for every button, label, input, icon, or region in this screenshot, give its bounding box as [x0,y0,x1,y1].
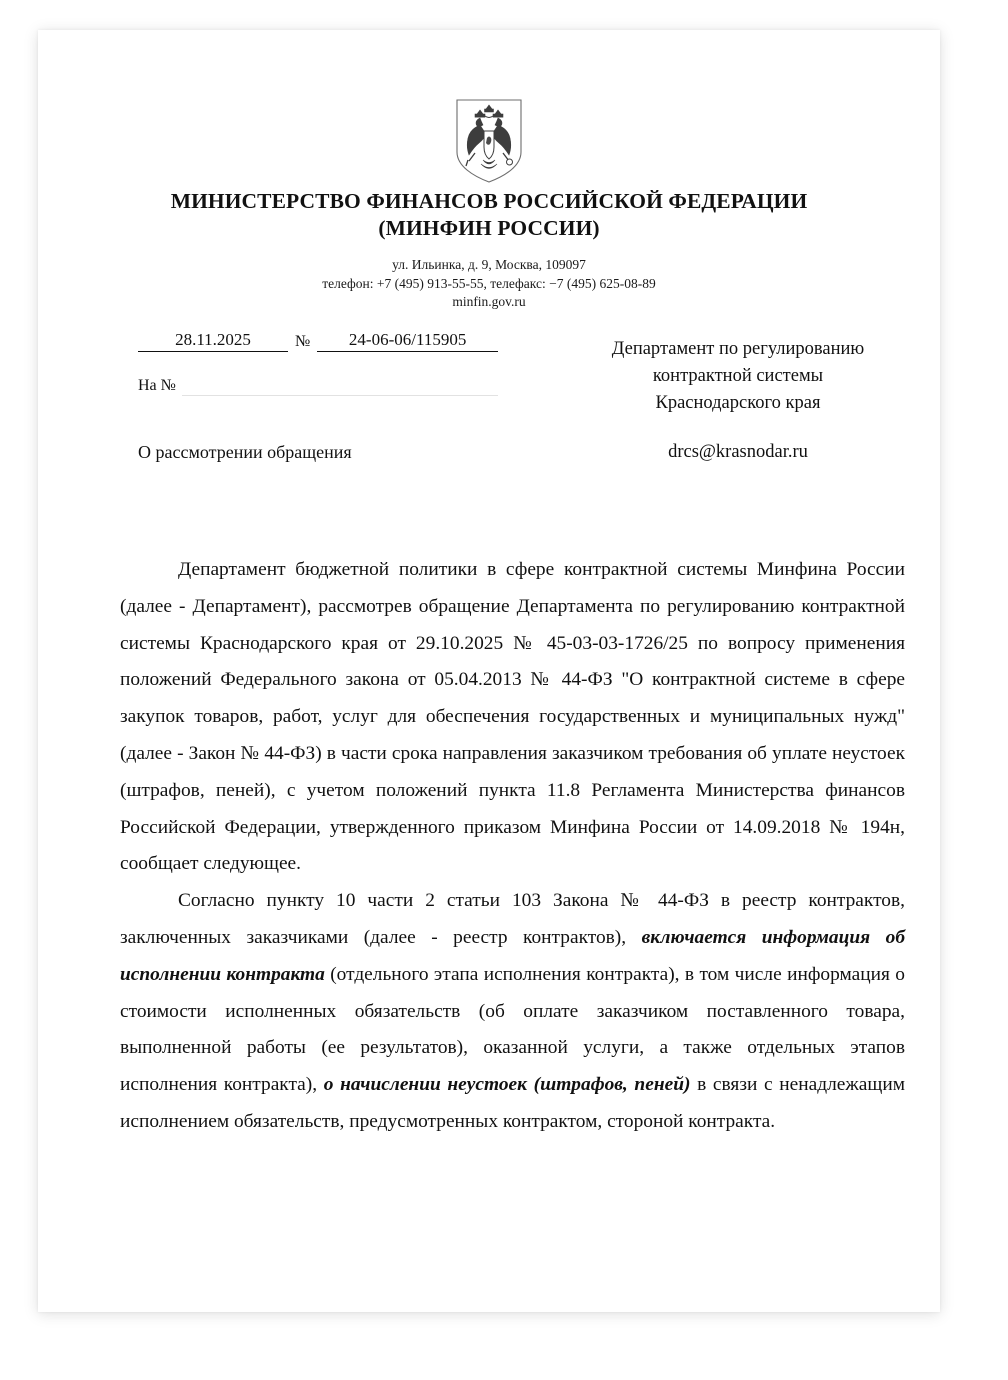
body-paragraph-2 [120,883,905,1141]
phone-fax: телефон: +7 (495) 913-55-55, телефакс: −7 (495) 625-08-89 [322,275,656,291]
paragraph-2-text-part-2: (отдельного этапа исполнения контракта), в том числе информация о стоимости исполненных обязательств (об оплате заказчиком поставленного товара, выполненной работы (ее результатов), оказанной услуги, а также отдельных этапов исполнения контракта), [120,963,905,1096]
street-address: ул. Ильинка, д. 9, Москва, 109097 [392,257,586,272]
outgoing-reference-block [138,322,498,396]
incoming-reference-label: На № [138,377,176,394]
ministry-title-line2: (МИНФИН РОССИИ) [378,216,600,240]
paragraph-2-emphasis-1: включается информация об исполнении контракта [120,926,905,985]
addressee-email: drcs@krasnodar.ru [668,442,808,462]
paragraph-1-text: Департамент бюджетной политики в сфере контрактной системы Минфина России (далее - Департамент), рассмотрев обращение Департамента по регулированию контрактной системы Краснодарского края от 29.10.2025 № 45-03-03-1726/25 по вопросу применения положений Федерального закона от 05.04.2013 № 44-ФЗ "О контрактной системе в сфере закупок товаров, работ, услуг для обеспечения государственных и муниципальных нужд" (далее - Закон № 44-ФЗ) в части срока направления заказчиком требования об уплате неустоек (штрафов, пеней), с учетом положений пункта 11.8 Регламента Министерства финансов Российской Федерации, утвержденного приказом Минфина России от 14.09.2018 № 194н, сообщает следующее. [120,559,905,875]
letter-number: 24-06-06/115905 [317,330,498,352]
addressee-line-1: Департамент по регулированию [611,339,865,359]
paragraph-2-text-part-3: в связи с ненадлежащим исполнением обязательств, предусмотренных контрактом, стороной контракта. [120,1074,905,1132]
addressee-line-3: Краснодарского края [655,393,821,413]
coat-of-arms-emblem [38,98,940,184]
contact-address-block [38,256,940,312]
reference-date-number-line [138,322,498,352]
incoming-reference-line [138,366,498,396]
addressee-block [558,336,918,417]
addressee-line-2: контрактной системы [652,366,824,386]
subject-line: О рассмотрении обращения [138,442,352,462]
paragraph-2-emphasis-2: о начислении неустоек (штрафов, пеней) [323,1074,691,1096]
incoming-reference-rule [182,394,498,396]
letterhead [38,188,940,242]
number-symbol: № [295,333,311,350]
document-page [38,30,940,1312]
letter-date: 28.11.2025 [138,330,288,352]
ministry-title-line1: МИНИСТЕРСТВО ФИНАНСОВ РОССИЙСКОЙ ФЕДЕРАЦИИ [170,189,808,213]
body-paragraph-1 [120,552,905,883]
paragraph-2-text-part-1: Согласно пункту 10 части 2 статьи 103 Закона № 44-ФЗ в реестр контрактов, заключенных заказчиками (далее - реестр контрактов), [120,890,905,948]
website-url: minfin.gov.ru [452,294,526,309]
letter-body [120,552,905,1141]
